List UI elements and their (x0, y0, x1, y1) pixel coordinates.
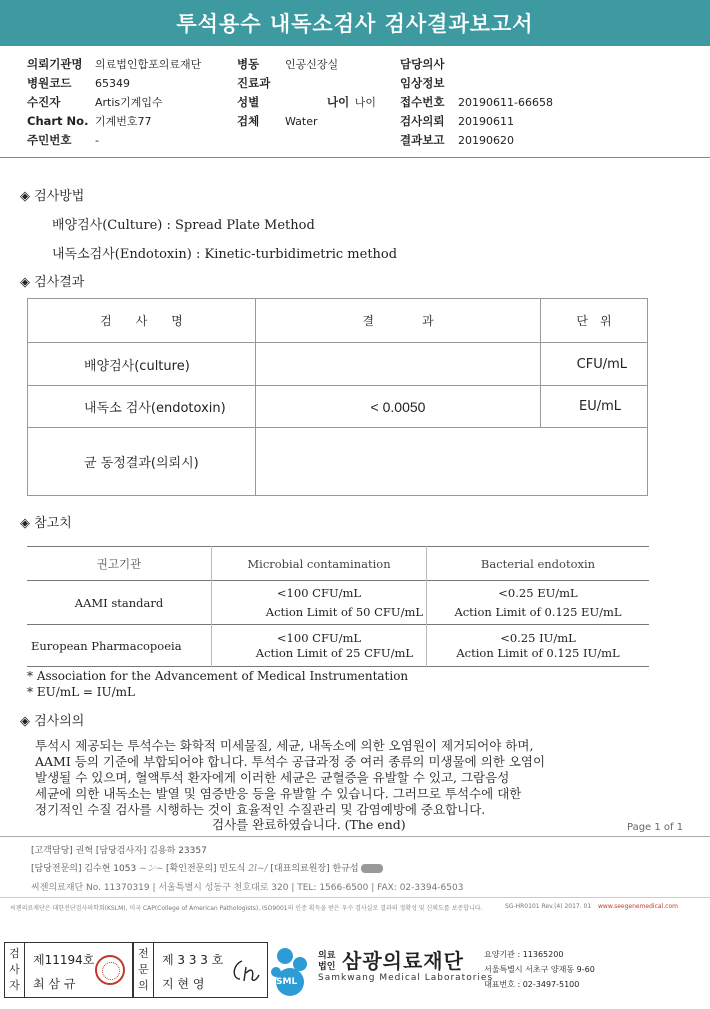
header-col3 (400, 56, 553, 151)
table-row (28, 343, 648, 386)
row-culture-result (256, 343, 541, 386)
footer-url-link[interactable]: www.seegenemedical.com (598, 903, 678, 910)
row-endotoxin-name: 내독소 검사(endotoxin) (28, 386, 256, 428)
clinical-info-label: 임상정보 (400, 76, 445, 90)
table-row (27, 581, 649, 625)
ref-col-micro: Microbial contamination (212, 547, 427, 581)
sig-label-char: 검 (9, 947, 20, 960)
resident-no-value: - (95, 134, 99, 147)
opinion-heading: ◈ 검사의의 (20, 714, 85, 729)
age-label: 나이 (327, 95, 350, 109)
sig-name-technician: 최 삼 규 (33, 977, 76, 991)
reference-note-units: * EU/mL = IU/mL (27, 685, 136, 699)
ref-ep-endo (427, 625, 650, 667)
results-heading: ◈ 검사결과 (20, 275, 85, 290)
footer-staff: [고객담당] 권혁 [담당검사자] 김용하 23357 (31, 846, 207, 856)
sig-label-char: 의 (138, 979, 149, 992)
signature-mark-1: ~ン~ (139, 864, 164, 874)
sig-label-char: 자 (9, 979, 20, 992)
chart-no-label: Chart No. (27, 114, 89, 128)
hospital-value: 의료법인합포의료재단 (95, 58, 202, 71)
ward-label: 병동 (237, 57, 260, 71)
ward-value: 인공신장실 (285, 58, 339, 71)
report-title: 투석용수 내독소검사 검사결과보고서 (0, 0, 710, 46)
org-name: 삼광의료재단 (342, 949, 464, 973)
col-result: 결 과 (256, 299, 541, 343)
sig-label-char: 사 (9, 963, 20, 976)
resident-no-label: 주민번호 (27, 133, 72, 147)
ref-ep-micro (212, 625, 427, 667)
header-divider (0, 157, 710, 158)
footer-doctors (31, 861, 383, 874)
sml-logo-text: SML (276, 977, 298, 987)
opinion-line: 세균에 의한 내독소는 발열 및 염증반응 등을 유발할 수 있습니다. 그러므로 투석수에 대한 (35, 786, 522, 801)
dept-label: 진료과 (237, 76, 271, 90)
ref-aami-endo (427, 581, 650, 625)
org-name-en: Samkwang Medical Laboratories (318, 973, 494, 983)
footer-fine-print: 씨젠의료재단은 대한진단검사의학회(KSLM), 미국 CAP(College of American Pathologists), ISO9001의 인증 획득을 받은 우수 검사실로 결과의 정확성 및 신뢰도를 보증합니다. (10, 905, 483, 912)
specimen-value: Water (285, 115, 318, 128)
results-header-row (28, 299, 648, 343)
row-culture-unit: CFU/mL (541, 343, 648, 386)
sig-label-char: 전 (138, 947, 149, 960)
ref-ep-micro-action: Action Limit of 25 CFU/mL (255, 645, 413, 660)
footer-address: 씨젠의료재단 No. 11370319 | 서울특별시 성동구 천호대로 320 | TEL: 1566-6500 | FAX: 02-3394-6503 (31, 883, 464, 893)
request-date-label: 검사의뢰 (400, 114, 445, 128)
signature-mark-3 (361, 864, 383, 873)
footer-director: [대표의료원장] 한규섭 (270, 864, 359, 874)
receipt-no-label: 접수번호 (400, 95, 445, 109)
ref-aami-micro (212, 581, 427, 625)
ref-col-endo: Bacterial endotoxin (427, 547, 650, 581)
handwritten-signature-icon (230, 957, 260, 985)
opinion-line: 발생될 수 있으며, 혈액투석 환자에게 이러한 세균은 균혈증을 유발할 수 있고, 그람음성 (35, 770, 510, 785)
reference-header-row (27, 547, 649, 581)
footer-form-code: SG-HR0101 Rev.(4) 2017. 01 (505, 903, 592, 910)
opinion-line: 정기적인 수질 검사를 시행하는 것이 효율적인 수질관리 및 감염예방에 중요합니다. (35, 802, 486, 817)
request-date-value: 20190611 (458, 115, 514, 128)
corp-label-line: 의료 (318, 951, 336, 961)
results-table (27, 298, 648, 496)
seal-stamp-icon (95, 955, 125, 985)
table-row (27, 625, 649, 667)
opinion-text (35, 738, 545, 818)
footer-divider-2 (0, 897, 710, 898)
col-test-name: 검 사 명 (28, 299, 256, 343)
signature-mark-2: 2l~/ (248, 864, 268, 874)
report-date-label: 결과보고 (400, 133, 445, 147)
hospital-code-label: 병원코드 (27, 76, 72, 90)
ref-ep-endo-action: Action Limit of 0.125 IU/mL (456, 645, 620, 660)
ref-aami-org: AAMI standard (74, 595, 164, 610)
doctor-label: 담당의사 (400, 57, 445, 71)
receipt-no-value: 20190611-66658 (458, 96, 553, 109)
corp-label-line: 법인 (318, 962, 336, 972)
reference-heading: ◈ 참고치 (20, 516, 72, 531)
sig-label-char: 문 (138, 963, 149, 976)
ref-aami-endo-action: Action Limit of 0.125 EU/mL (454, 604, 622, 619)
opinion-line: 투석시 제공되는 투석수는 화학적 미세물질, 세균, 내독소에 의한 오염원이 제거되어야 하며, (35, 738, 534, 753)
hospital-code-value: 65349 (95, 77, 130, 90)
method-endotoxin: 내독소검사(Endotoxin) : Kinetic-turbidimetric method (52, 247, 398, 262)
sig-name-specialist: 지 현 영 (162, 977, 205, 991)
specimen-label: 검체 (237, 114, 260, 128)
ref-aami-endo-limit: <0.25 EU/mL (498, 585, 578, 600)
sml-logo-icon (270, 944, 314, 996)
opinion-line: AAMI 등의 기준에 부합되어야 합니다. 투석수 공급과정 중 여러 종류의 미생물에 의한 오염이 (35, 754, 546, 769)
org-corp-label (318, 951, 335, 973)
hospital-label: 의뢰기관명 (27, 57, 83, 71)
opinion-end: 검사를 완료하였습니다. (The end) (212, 817, 406, 832)
col-unit: 단 위 (541, 299, 648, 343)
page-number: Page 1 of 1 (627, 822, 684, 833)
report-date-value: 20190620 (458, 134, 514, 147)
row-identification-name: 균 동정결과(의뢰시) (28, 428, 256, 496)
footer-specialist: [담당전문의] 김수현 1053 (31, 864, 137, 874)
table-row (28, 386, 648, 428)
row-culture-name: 배양검사(culture) (28, 343, 256, 386)
sex-label: 성별 (237, 95, 260, 109)
row-endotoxin-unit: EU/mL (541, 386, 648, 428)
ref-aami-micro-action: Action Limit of 50 CFU/mL (265, 604, 423, 619)
table-row (28, 428, 648, 496)
footer-confirming-doctor: [확인전문의] 민도식 (166, 864, 246, 874)
patient-value: Artis기계입수 (95, 96, 163, 109)
age-field (327, 94, 376, 110)
ref-col-org: 권고기관 (96, 556, 142, 571)
reference-table (27, 546, 649, 667)
method-heading: ◈ 검사방법 (20, 189, 85, 204)
ref-ep-micro-limit: <100 CFU/mL (276, 630, 362, 645)
org-address: 서울특별시 서초구 양재동 9-60 (484, 965, 595, 974)
chart-no-value: 기계번호77 (95, 115, 152, 128)
sig-license-specialist: 제 3 3 3 호 (162, 953, 224, 967)
reference-note-aami: * Association for the Advancement of Medical Instrumentation (27, 669, 409, 683)
header-col1 (27, 56, 201, 151)
org-phone: 대표번호 : 02-3497-5100 (484, 980, 580, 989)
ref-aami-micro-limit: <100 CFU/mL (276, 585, 362, 600)
sig-label-technician (5, 943, 25, 997)
row-identification-result (256, 428, 648, 496)
patient-label: 수진자 (27, 95, 61, 109)
ref-ep-org: European Pharmacopoeia (31, 638, 182, 653)
sig-license-technician: 제11194호 (33, 953, 95, 967)
method-culture: 배양검사(Culture) : Spread Plate Method (52, 218, 315, 233)
sig-label-specialist (134, 943, 154, 997)
signature-box-technician (4, 942, 133, 998)
signature-box-specialist (133, 942, 268, 998)
age-value: 나이 (354, 96, 376, 109)
footer-divider (0, 836, 710, 837)
ref-ep-endo-limit: <0.25 IU/mL (500, 630, 576, 645)
row-endotoxin-result: < 0.0050 (256, 386, 541, 428)
org-registration: 요양기관 : 11365200 (484, 950, 564, 959)
header-col2 (237, 56, 338, 132)
